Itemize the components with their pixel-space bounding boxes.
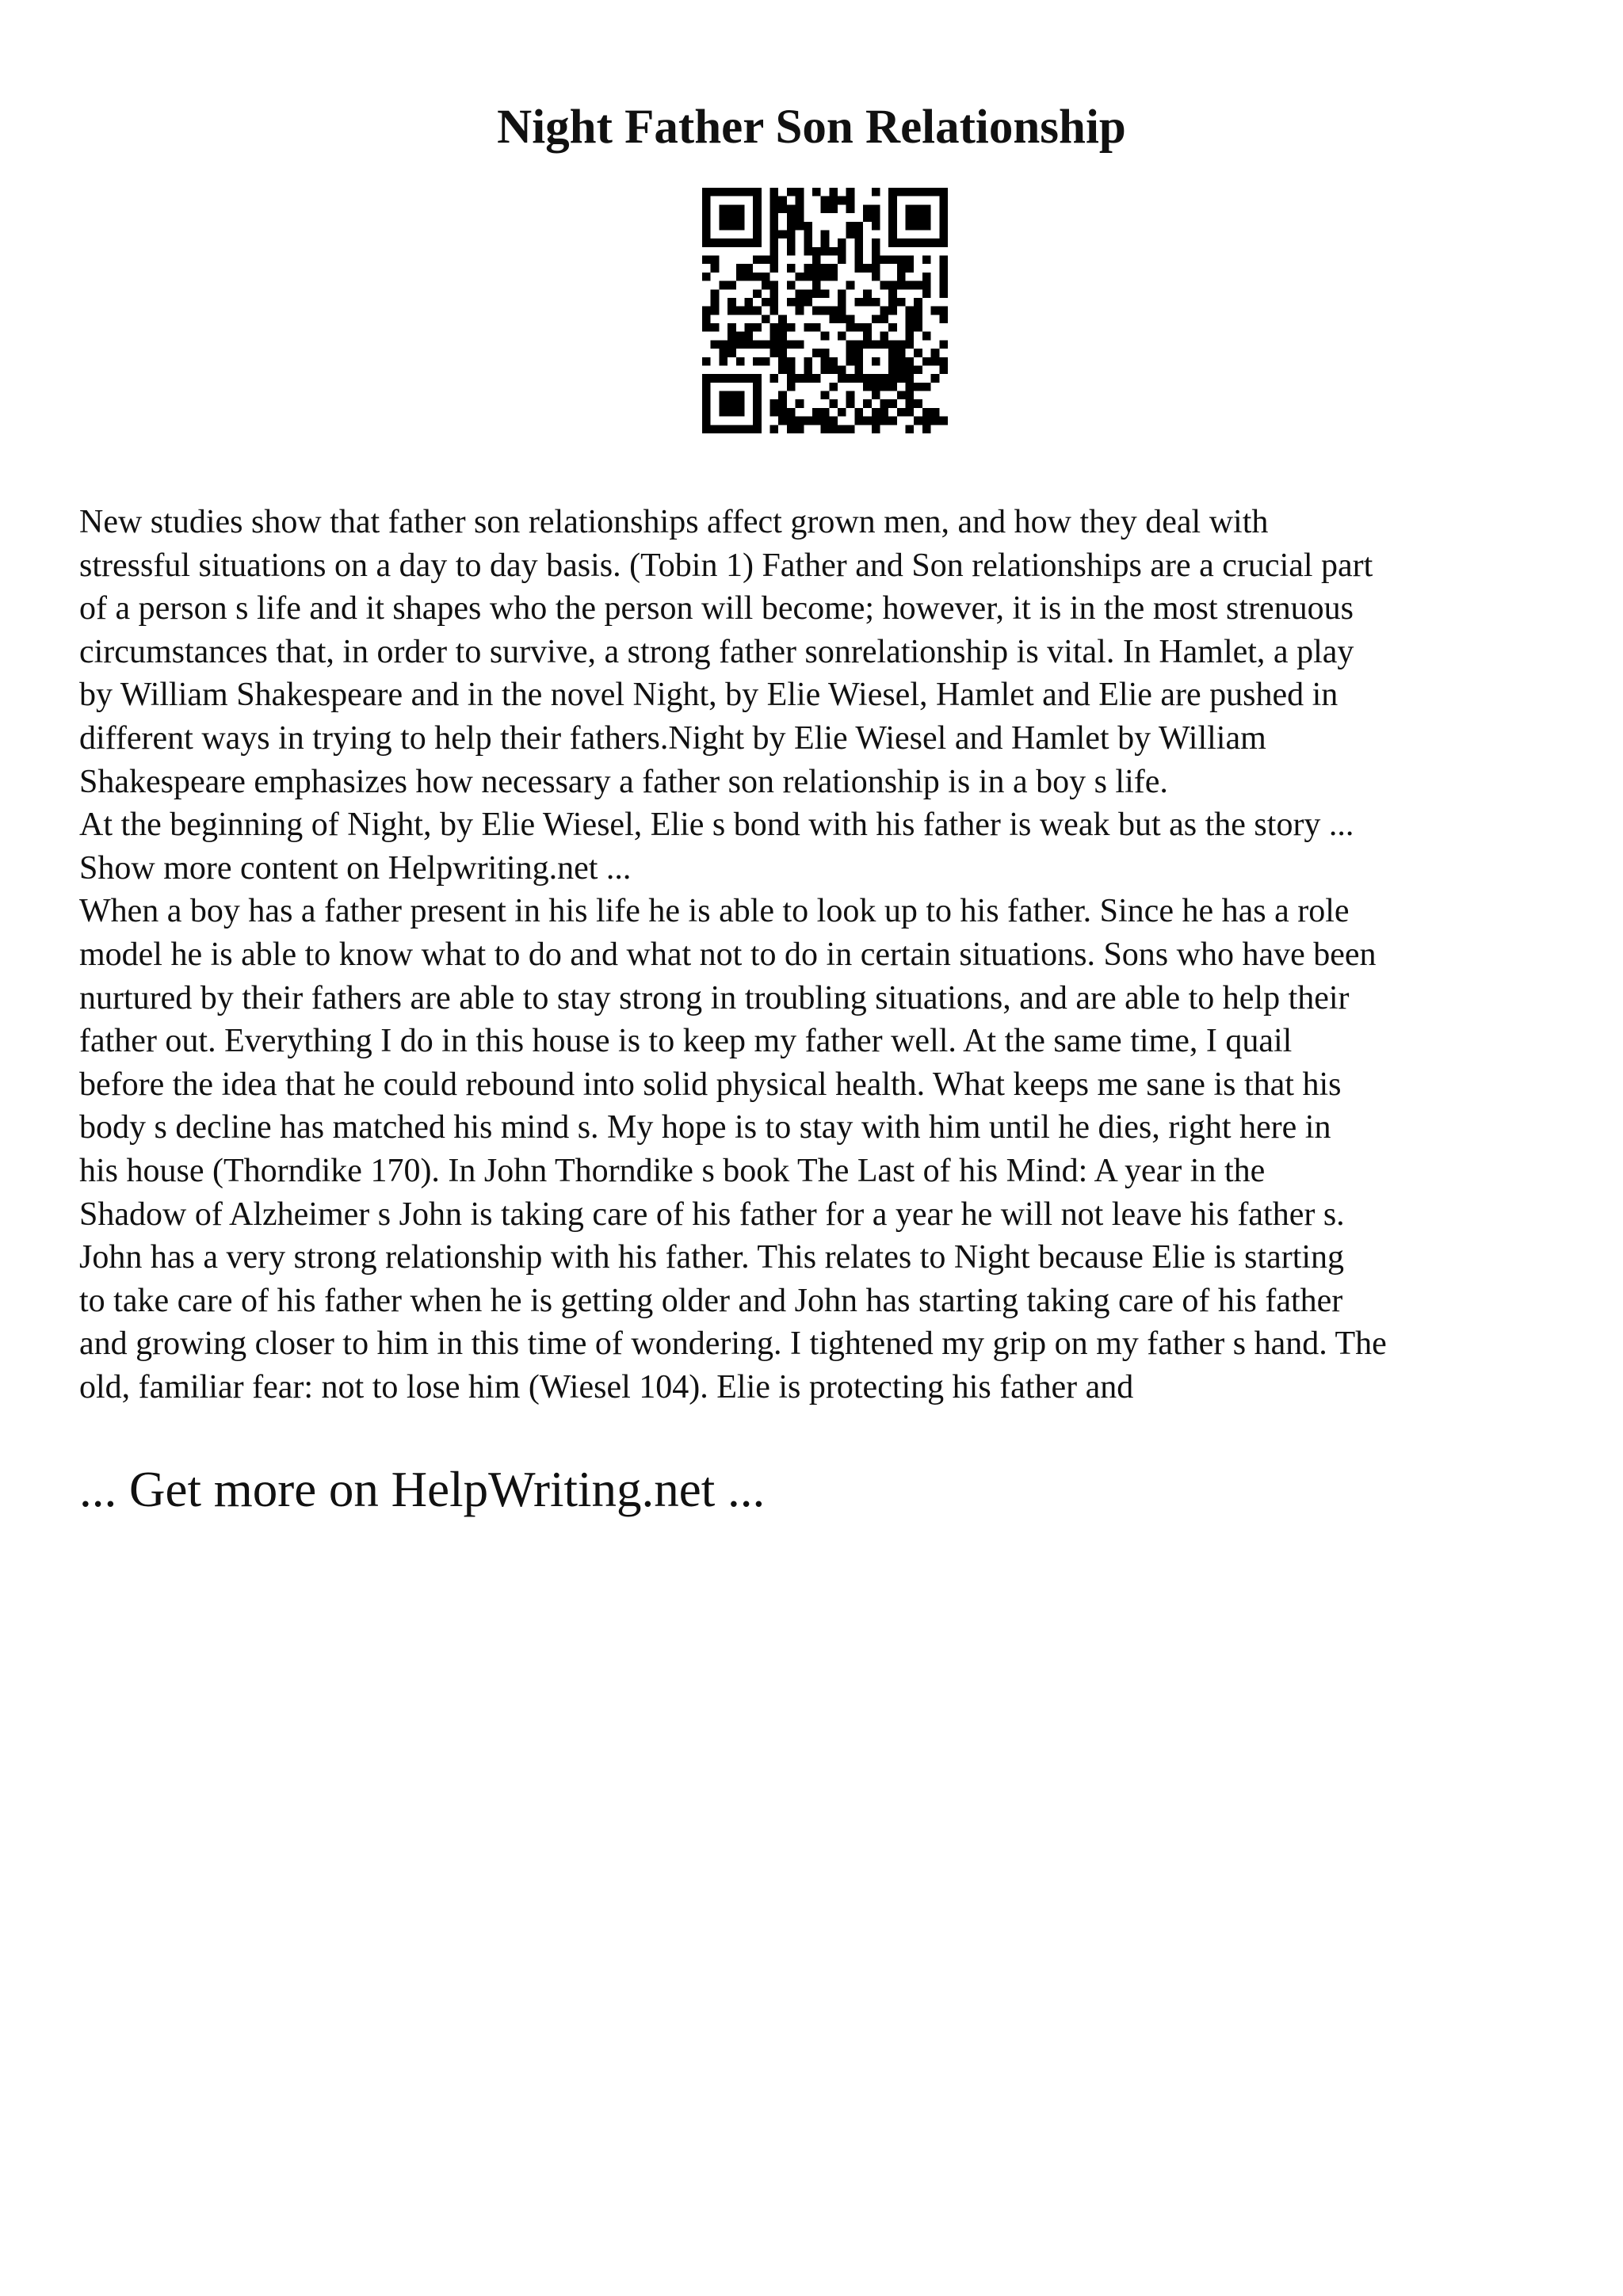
- body-line: father out. Everything I do in this house is to keep my father well. At the same time, I quail: [79, 1023, 1293, 1060]
- body-line: When a boy has a father present in his life he is able to look up to his father. Since he has a role: [79, 893, 1350, 930]
- body-line: his house (Thorndike 170). In John Thorndike s book The Last of his Mind: A year in the: [79, 1152, 1266, 1189]
- body-line: Shakespeare emphasizes how necessary a father son relationship is in a boy s life.: [79, 763, 1168, 800]
- body-line: old, familiar fear: not to lose him (Wiesel 104). Elie is protecting his father and: [79, 1368, 1134, 1405]
- body-line: stressful situations on a day to day basis. (Tobin 1) Father and Son relationships are a crucial part: [79, 547, 1373, 584]
- body-line: Shadow of Alzheimer s John is taking care of his father for a year he will not leave his father s.: [79, 1196, 1345, 1233]
- body-line: circumstances that, in order to survive, a strong father sonrelationship is vital. In Hamlet, a play: [79, 633, 1354, 670]
- body-line: by William Shakespeare and in the novel Night, by Elie Wiesel, Hamlet and Elie are pushed in: [79, 677, 1338, 714]
- body-line: nurtured by their fathers are able to stay strong in troubling situations, and are able to help their: [79, 979, 1350, 1016]
- body-line: different ways in trying to help their fathers.Night by Elie Wiesel and Hamlet by William: [79, 719, 1266, 757]
- body-line: At the beginning of Night, by Elie Wiesel, Elie s bond with his father is weak but as the story ...: [79, 807, 1354, 844]
- body-line: to take care of his father when he is getting older and John has starting taking care of his father: [79, 1282, 1343, 1319]
- body-line: John has a very strong relationship with his father. This relates to Night because Elie is starting: [79, 1239, 1345, 1276]
- show-more-link[interactable]: Show more content on Helpwriting.net ...: [79, 849, 632, 887]
- body-line: New studies show that father son relationships affect grown men, and how they deal with: [79, 504, 1269, 540]
- page-title: Night Father Son Relationship: [497, 101, 1126, 154]
- body-text: [79, 501, 1553, 1409]
- body-line: before the idea that he could rebound into solid physical health. What keeps me sane is that his: [79, 1066, 1342, 1103]
- qr-code-icon: [702, 188, 948, 433]
- body-line: body s decline has matched his mind s. My hope is to stay with him until he dies, right here in: [79, 1109, 1331, 1146]
- body-line: and growing closer to him in this time of wondering. I tightened my grip on my father s hand. The: [79, 1325, 1387, 1363]
- get-more-link[interactable]: ... Get more on HelpWriting.net ...: [79, 1462, 766, 1517]
- body-line: of a person s life and it shapes who the person will become; however, it is in the most strenuous: [79, 590, 1354, 627]
- body-line: model he is able to know what to do and what not to do in certain situations. Sons who have been: [79, 936, 1377, 973]
